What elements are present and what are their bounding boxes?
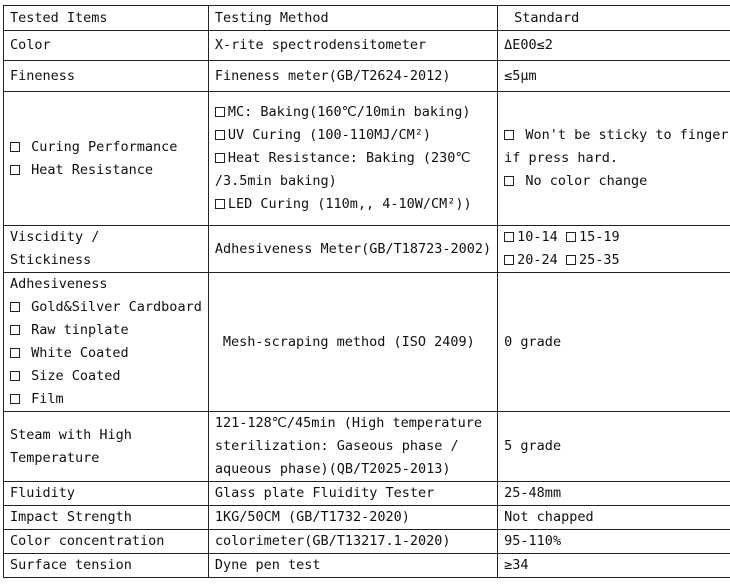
standard-cell: ΔE00≤2 <box>498 31 730 61</box>
list-item: LED Curing (110m,, 4-10W/CM²)) <box>215 193 491 216</box>
list-item: Heat Resistance <box>10 159 202 182</box>
item-cell: Surface tension <box>4 554 209 578</box>
checkbox-icon <box>215 153 225 163</box>
table-row-tension <box>4 554 730 578</box>
method-cell: Fineness meter(GB/T2624-2012) <box>208 61 497 92</box>
list-item: MC: Baking(160℃/10min baking) <box>215 101 491 124</box>
standard-cell <box>498 92 730 226</box>
checkbox-icon <box>10 348 20 358</box>
table-row-fluidity <box>4 482 730 506</box>
list-item: Raw tinplate <box>10 319 202 342</box>
header-row <box>4 6 730 31</box>
table-row-impact <box>4 506 730 530</box>
list-item: Won't be sticky to finger <box>504 124 728 147</box>
method-cell: colorimeter(GB/T13217.1-2020) <box>208 530 497 554</box>
table-row-adhesiveness <box>4 273 730 412</box>
method-cell <box>208 92 497 226</box>
standard-cell: Not chapped <box>498 506 730 530</box>
list-item: Film <box>10 388 202 411</box>
table-row-fineness <box>4 61 730 92</box>
checkbox-icon <box>10 371 20 381</box>
standard-cell <box>498 226 730 273</box>
option-label: 15-19 <box>578 229 620 245</box>
item-cell <box>4 273 209 412</box>
method-cell: Mesh-scraping method (ISO 2409) <box>208 273 497 412</box>
list-item: White Coated <box>10 342 202 365</box>
table-row-color <box>4 31 730 61</box>
list-item: Size Coated <box>10 365 202 388</box>
standard-cell: 0 grade <box>498 273 730 412</box>
item-cell: Fluidity <box>4 482 209 506</box>
item-cell: Steam with High Temperature <box>4 412 209 482</box>
checkbox-icon <box>504 255 514 265</box>
checkbox-icon <box>215 130 225 140</box>
standard-cell: 25-48mm <box>498 482 730 506</box>
item-cell: Color concentration <box>4 530 209 554</box>
standard-cell: ≥34 <box>498 554 730 578</box>
header-testing-method: Testing Method <box>208 6 497 31</box>
list-item: No color change <box>504 170 728 193</box>
option-label: 10-14 <box>517 229 558 245</box>
checkbox-icon <box>215 107 225 117</box>
item-cell: Impact Strength <box>4 506 209 530</box>
header-standard: Standard <box>498 6 730 31</box>
standard-cell: ≤5μm <box>498 61 730 92</box>
standard-cell: 5 grade <box>498 412 730 482</box>
checkbox-icon <box>215 199 225 209</box>
table-row-viscidity <box>4 226 730 273</box>
table-row-curing <box>4 92 730 226</box>
item-cell <box>4 92 209 226</box>
list-item-continued: if press hard. <box>504 150 618 166</box>
table-row-concentration <box>4 530 730 554</box>
checkbox-icon <box>10 394 20 404</box>
method-cell: 1KG/50CM (GB/T1732-2020) <box>208 506 497 530</box>
checkbox-icon <box>566 255 576 265</box>
method-cell: Glass plate Fluidity Tester <box>208 482 497 506</box>
table-row-steam <box>4 412 730 482</box>
method-cell: Dyne pen test <box>208 554 497 578</box>
checkbox-icon <box>10 302 20 312</box>
list-item: Curing Performance <box>10 136 202 159</box>
list-item: Gold&Silver Cardboard <box>10 296 202 319</box>
checkbox-icon <box>504 176 514 186</box>
method-cell: Adhesiveness Meter(GB/T18723-2002) <box>208 226 497 273</box>
list-item: UV Curing (100-110MJ/CM²) <box>215 124 491 147</box>
spec-table <box>3 5 730 578</box>
standard-cell: 95-110% <box>498 530 730 554</box>
checkbox-icon <box>504 130 514 140</box>
checkbox-icon <box>10 142 20 152</box>
list-item-continued: /3.5min baking) <box>214 173 337 189</box>
checkbox-icon <box>10 325 20 335</box>
checkbox-icon <box>566 232 576 242</box>
checkbox-icon <box>10 165 20 175</box>
item-title: Adhesiveness <box>10 276 108 292</box>
item-cell: Viscidity / Stickiness <box>4 226 209 273</box>
method-cell: X-rite spectrodensitometer <box>208 31 497 61</box>
option-label: 25-35 <box>578 252 620 268</box>
list-item: Heat Resistance: Baking (230℃ <box>215 147 491 170</box>
option-label: 20-24 <box>517 252 558 268</box>
checkbox-icon <box>504 232 514 242</box>
item-cell: Color <box>4 31 209 61</box>
item-cell: Fineness <box>4 61 209 92</box>
header-tested-items: Tested Items <box>4 6 209 31</box>
method-cell: 121-128℃/45min (High temperature sterilization: Gaseous phase / aqueous phase)(QB/T2025-2013) <box>208 412 497 482</box>
